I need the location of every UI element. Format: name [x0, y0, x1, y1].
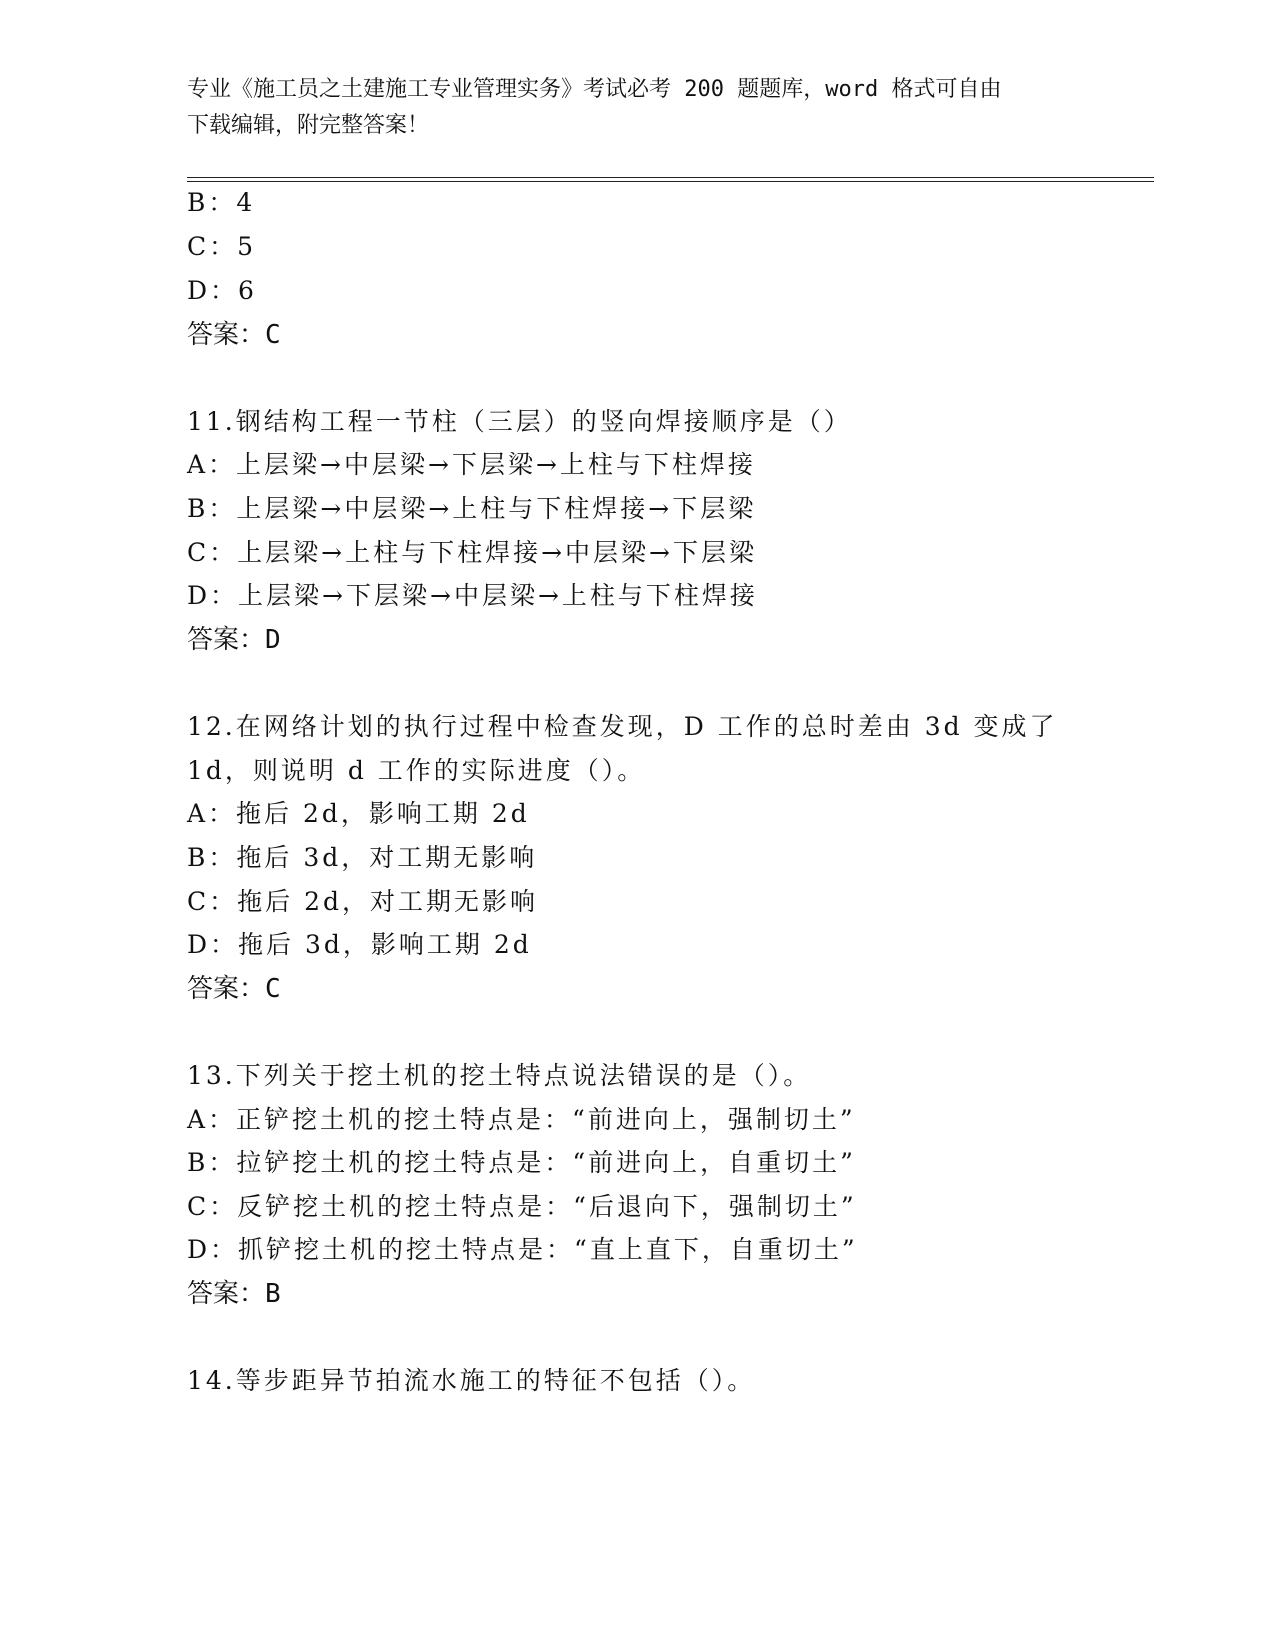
question-stem-line-2: 1d，则说明 d 工作的实际进度（）。	[187, 756, 646, 785]
answer-line: 答案：D	[187, 625, 281, 655]
option-c: C：拖后 2d，对工期无影响	[187, 887, 538, 916]
header-divider-top	[187, 177, 1154, 178]
option-b: B：上层梁→中层梁→上柱与下柱焊接→下层梁	[187, 494, 757, 523]
option-b: B：拖后 3d，对工期无影响	[187, 843, 538, 872]
question-stem: 14.等步距异节拍流水施工的特征不包括（）。	[187, 1366, 756, 1395]
option-d: D：6	[187, 276, 257, 305]
answer-line: 答案：B	[187, 1279, 281, 1309]
option-a: A：拖后 2d，影响工期 2d	[187, 799, 530, 828]
answer-line: 答案：C	[187, 320, 281, 350]
header-divider-bottom	[187, 181, 1154, 182]
option-b: B：拉铲挖土机的挖土特点是：“前进向上，自重切土”	[187, 1148, 856, 1177]
option-a: A：正铲挖土机的挖土特点是：“前进向上，强制切土”	[187, 1105, 856, 1134]
option-c: C：反铲挖土机的挖土特点是：“后退向下，强制切土”	[187, 1192, 857, 1221]
option-d: D：上层梁→下层梁→中层梁→上柱与下柱焊接	[187, 581, 758, 610]
option-b: B：4	[187, 188, 256, 217]
option-a: A：上层梁→中层梁→下层梁→上柱与下柱焊接	[187, 450, 756, 479]
option-c: C：上层梁→上柱与下柱焊接→中层梁→下层梁	[187, 538, 757, 567]
question-stem: 13.下列关于挖土机的挖土特点说法错误的是（）。	[187, 1061, 812, 1090]
header-line-1: 专业《施工员之土建施工专业管理实务》考试必考 200 题题库，word 格式可自由	[187, 77, 1002, 102]
option-d: D：拖后 3d，影响工期 2d	[187, 930, 532, 959]
answer-line: 答案：C	[187, 974, 281, 1004]
question-stem-line-1: 12.在网络计划的执行过程中检查发现，D 工作的总时差由 3d 变成了	[187, 712, 1058, 741]
document-header	[187, 72, 1087, 144]
option-c: C：5	[187, 232, 257, 261]
option-d: D：抓铲挖土机的挖土特点是：“直上直下，自重切土”	[187, 1235, 858, 1264]
header-line-2: 下载编辑，附完整答案！	[187, 113, 430, 138]
question-stem: 11.钢结构工程一节柱（三层）的竖向焊接顺序是（）	[187, 407, 852, 436]
